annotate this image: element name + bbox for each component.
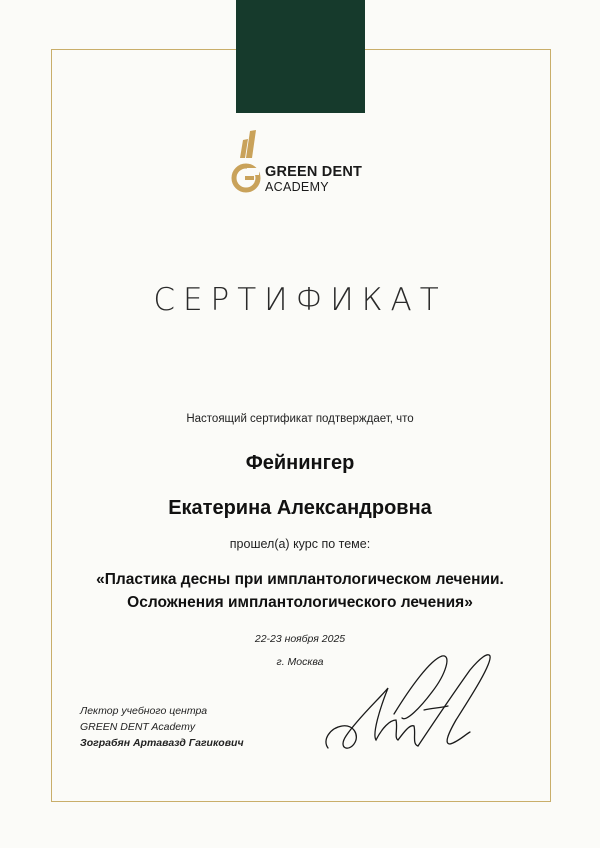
lecturer-role-line1: Лектор учебного центра <box>80 705 208 717</box>
recipient-surname: Фейнингер <box>245 452 355 474</box>
handwritten-signature <box>320 648 500 763</box>
logo-text-line2: ACADEMY <box>265 180 329 194</box>
recipient-given-names: Екатерина Александровна <box>168 497 432 519</box>
course-title-line1: «Пластика десны при имплантологическом лечении. <box>96 571 504 588</box>
green-ribbon <box>236 0 365 113</box>
academy-logo <box>230 128 380 198</box>
logo-mark-icon <box>230 128 270 198</box>
lecturer-role-line2: GREEN DENT Academy <box>80 721 196 733</box>
course-city: г. Москва <box>276 656 324 668</box>
lecturer-name: Зограбян Артавазд Гагикович <box>80 737 244 749</box>
lecturer-block <box>80 703 244 751</box>
passed-course-text: прошел(а) курс по теме: <box>229 537 371 551</box>
course-title-line2: Осложнения имплантологического лечения» <box>127 594 473 611</box>
logo-text-line1: GREEN DENT <box>265 164 363 180</box>
course-dates: 22-23 ноября 2025 <box>254 633 346 645</box>
intro-text: Настоящий сертификат подтверждает, что <box>186 413 414 425</box>
certificate-title: СЕРТИФИКАТ <box>153 282 447 318</box>
